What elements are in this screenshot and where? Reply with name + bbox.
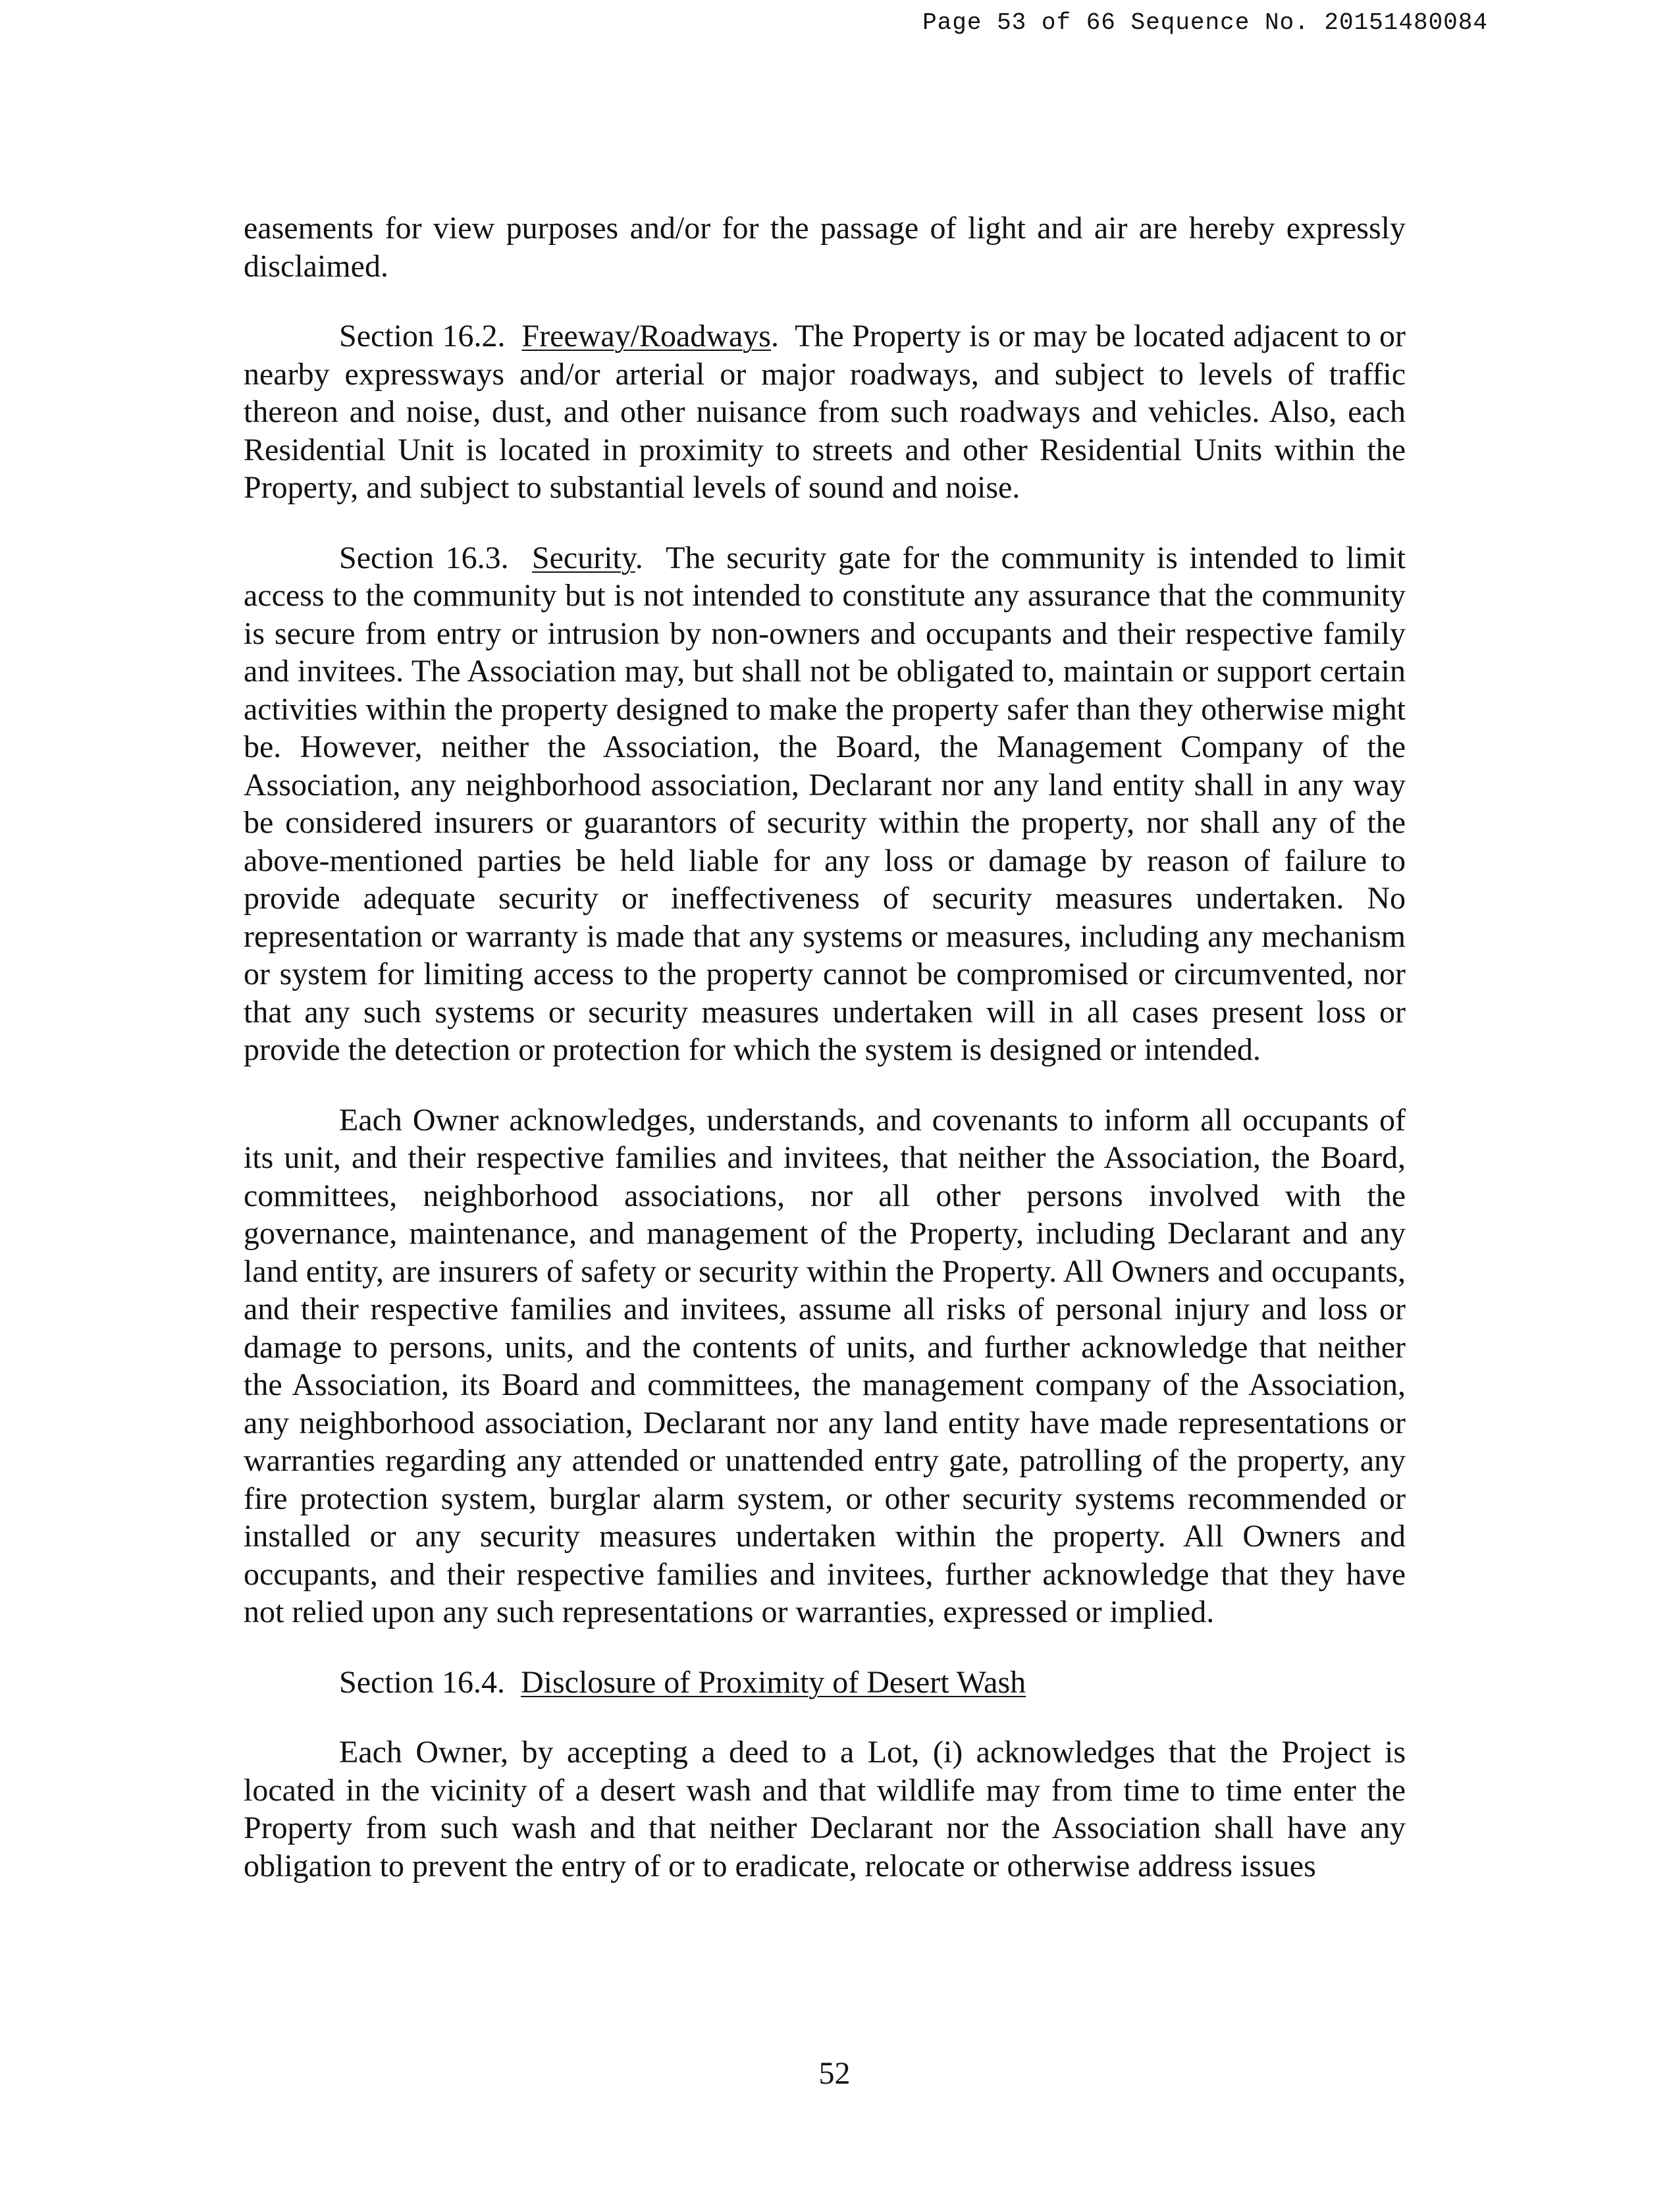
paragraph-desert-wash: Each Owner, by accepting a deed to a Lot, (i) acknowledges that the Project is located in the vicinity of a desert wash and that wildlife may from time to time enter the Property from such wash and that neither Declarant nor the Association shall have any obligation to prevent the entry of or to eradicate, relocate or otherwise address issues: [244, 1735, 1406, 1883]
section-16-3: Section 16.3. Security. The security gate for the community is intended to limit access to the community but is not intended to constitute any assurance that the community is secure from entry or intrusion by non-owners and occupants and their respective family and invitees. The Association may, but shall not be obligated to, maintain or support certain activities within the property designed to make the property safer than they otherwise might be. However, neither the Association, the Board, the Management Company of the Association, any neighborhood association, Declarant nor any land entity shall in any way be considered insurers or guarantors of security within the property, nor shall any of the above-mentioned parties be held liable for any loss or damage by reason of failure to provide adequate security or ineffectiveness of security measures undertaken. No representation or warranty is made that any systems or measures, including any mechanism or system for limiting access to the property cannot be compromised or circumvented, nor that any such systems or security measures undertaken will in all cases present loss or provide the detection or protection for which the system is designed or intended.: [244, 540, 1406, 1067]
section-16-2-body: The Property is or may be located adjacent to or nearby expressways and/or arterial or major roadways, and subject to levels of traffic thereon and noise, dust, and other nuisance from such roadways and vehicles. Also, each Residential Unit is located in proximity to streets and other Residential Units within the Property, and subject to substantial levels of sound and noise.: [244, 319, 1406, 505]
section-16-2: Section 16.2. Freeway/Roadways. The Property is or may be located adjacent to or nearby expressways and/or arterial or major roadways, and subject to levels of traffic thereon and noise, dust, and other nuisance from such roadways and vehicles. Also, each Residential Unit is located in proximity to streets and other Residential Units within the Property, and subject to substantial levels of sound and noise.: [244, 319, 1406, 505]
section-16-2-title: Freeway/Roadways: [521, 319, 771, 354]
section-16-3-title: Security: [531, 540, 635, 575]
section-16-4-label: Section 16.4.: [339, 1664, 505, 1700]
document-body: [244, 209, 1406, 1917]
section-16-3-label: Section 16.3.: [339, 540, 509, 575]
section-16-4-title: Disclosure of Proximity of Desert Wash: [520, 1664, 1026, 1700]
page-number: 52: [818, 2056, 851, 2091]
section-16-2-label: Section 16.2.: [339, 319, 506, 354]
page-header: Page 53 of 66 Sequence No. 20151480084: [922, 9, 1488, 36]
section-16-4: [244, 1664, 1406, 1702]
paragraph-easements: easements for view purposes and/or for the passage of light and air are hereby expressly disclaimed.: [244, 211, 1406, 284]
section-16-3-body: The security gate for the community is intended to limit access to the community but is not intended to constitute any assurance that the community is secure from entry or intrusion by non-owners and occupants and their respective family and invitees. The Association may, but shall not be obligated to, maintain or support certain activities within the property designed to make the property safer than they otherwise might be. However, neither the Association, the Board, the Management Company of the Association, any neighborhood association, Declarant nor any land entity shall in any way be considered insurers or guarantors of security within the property, nor shall any of the above-mentioned parties be held liable for any loss or damage by reason of failure to provide adequate security or ineffectiveness of security measures undertaken. No representation or warranty is made that any systems or measures, including any mechanism or system for limiting access to the property cannot be compromised or circumvented, nor that any such systems or security measures undertaken will in all cases present loss or provide the detection or protection for which the system is designed or intended.: [244, 540, 1406, 1067]
paragraph-owner-acknowledgement: Each Owner acknowledges, understands, and covenants to inform all occupants of its unit, and their respective families and invitees, that neither the Association, the Board, committees, neighborhood associations, nor all other persons involved with the governance, maintenance, and management of the Property, including Declarant and any land entity, are insurers of safety or security within the Property. All Owners and occupants, and their respective families and invitees, assume all risks of personal injury and loss or damage to persons, units, and the contents of units, and further acknowledge that neither the Association, its Board and committees, the management company of the Association, any neighborhood association, Declarant nor any land entity have made representations or warranties regarding any attended or unattended entry gate, patrolling of the property, any fire protection system, burglar alarm system, or other security systems recommended or installed or any security measures undertaken within the property. All Owners and occupants, and their respective families and invitees, further acknowledge that they have not relied upon any such representations or warranties, expressed or implied.: [244, 1102, 1406, 1629]
